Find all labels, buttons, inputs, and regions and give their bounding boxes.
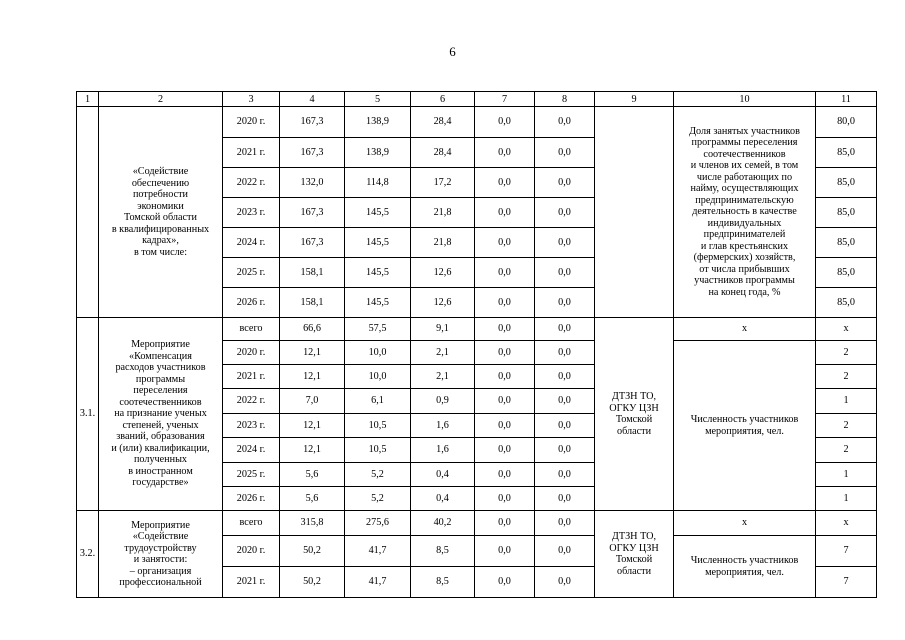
indicator-value: 80,0	[816, 107, 877, 138]
amount-cell: 0,0	[535, 567, 595, 598]
cell-line: «Компенсация	[129, 350, 192, 362]
indicator-value: 7	[816, 567, 877, 598]
indicator-value: 2	[816, 365, 877, 389]
amount-cell: 158,1	[280, 288, 345, 318]
indicator-total-cell: х	[674, 318, 816, 341]
cell-line: предпринимателей	[703, 229, 786, 241]
cell-line: Томской	[615, 554, 653, 565]
amount-cell: 0,0	[475, 341, 535, 365]
amount-cell: 1,6	[411, 438, 475, 463]
amount-cell: 0,0	[535, 414, 595, 438]
amount-cell: 138,9	[345, 138, 411, 168]
year-cell: 2024 г.	[223, 438, 280, 463]
amount-cell: 10,5	[345, 414, 411, 438]
indicator-value: 85,0	[816, 138, 877, 168]
amount-cell: 0,0	[535, 463, 595, 487]
cell-line: переселения	[133, 385, 188, 397]
year-cell: 2020 г.	[223, 536, 280, 567]
header-cell: 2	[99, 92, 223, 107]
cell-line: экономики	[137, 200, 184, 212]
header-cell: 6	[411, 92, 475, 107]
amount-cell: 12,1	[280, 414, 345, 438]
amount-cell: 0,0	[475, 414, 535, 438]
indicator-value: 2	[816, 438, 877, 463]
cell-line: Численность участников	[690, 555, 799, 566]
amount-cell: 0,0	[535, 288, 595, 318]
indicator-cell	[674, 107, 816, 318]
year-cell: 2023 г.	[223, 198, 280, 228]
year-cell: 2021 г.	[223, 567, 280, 598]
amount-cell: 167,3	[280, 228, 345, 258]
executor-cell	[595, 511, 674, 598]
header-cell: 3	[223, 92, 280, 107]
cell-line: (фермерских) хозяйств,	[693, 252, 796, 264]
amount-cell: 40,2	[411, 511, 475, 536]
cell-line: званий, образования	[116, 431, 205, 443]
cell-line: профессиональной	[119, 577, 202, 588]
indicator-value: 85,0	[816, 288, 877, 318]
cell-line: на признание ученых	[114, 408, 207, 420]
table-row	[77, 511, 877, 536]
header-cell: 7	[475, 92, 535, 107]
year-cell: 2023 г.	[223, 414, 280, 438]
amount-cell: 8,5	[411, 536, 475, 567]
amount-cell: 315,8	[280, 511, 345, 536]
amount-cell: 0,0	[535, 536, 595, 567]
amount-cell: 28,4	[411, 138, 475, 168]
amount-cell: 5,6	[280, 463, 345, 487]
amount-cell: 0,0	[535, 168, 595, 198]
indicator-total-cell: х	[674, 511, 816, 536]
indicator-value: 85,0	[816, 258, 877, 288]
year-cell: 2026 г.	[223, 487, 280, 511]
cell-line: ДТЗН ТО,	[611, 391, 657, 402]
indicator-value: 1	[816, 487, 877, 511]
year-cell: 2020 г.	[223, 107, 280, 138]
amount-cell: 0,0	[475, 318, 535, 341]
cell-line: ДТЗН ТО,	[611, 531, 657, 542]
indicator-value: 1	[816, 389, 877, 414]
cell-line: в квалифицированных	[111, 223, 210, 235]
amount-cell: 0,0	[475, 168, 535, 198]
amount-cell: 145,5	[345, 258, 411, 288]
year-cell: 2026 г.	[223, 288, 280, 318]
amount-cell: 167,3	[280, 198, 345, 228]
cell-line: кадрах»,	[142, 235, 179, 246]
amount-cell: 0,4	[411, 463, 475, 487]
year-cell: 2022 г.	[223, 168, 280, 198]
amount-cell: 0,0	[535, 389, 595, 414]
cell-line: найму, осуществляющих	[690, 183, 799, 195]
cell-line: государстве»	[132, 477, 189, 489]
cell-line: индивидуальных	[707, 217, 782, 229]
amount-cell: 0,0	[475, 389, 535, 414]
amount-cell: 0,0	[475, 438, 535, 463]
cell-line: ОГКУ ЦЗН	[609, 542, 659, 554]
amount-cell: 9,1	[411, 318, 475, 341]
amount-cell: 50,2	[280, 567, 345, 598]
amount-cell: 0,0	[475, 463, 535, 487]
amount-cell: 5,6	[280, 487, 345, 511]
amount-cell: 0,0	[535, 511, 595, 536]
cell-line: предпринимательскую	[695, 194, 794, 206]
amount-cell: 158,1	[280, 258, 345, 288]
amount-cell: 50,2	[280, 536, 345, 567]
cell-line: программы	[135, 373, 186, 385]
indicator-value: 85,0	[816, 198, 877, 228]
amount-cell: 41,7	[345, 536, 411, 567]
amount-cell: 41,7	[345, 567, 411, 598]
cell-line: участников программы	[694, 275, 795, 287]
amount-cell: 2,1	[411, 365, 475, 389]
cell-line: обеспечению	[131, 177, 190, 189]
header-row	[77, 92, 877, 107]
year-cell: 2022 г.	[223, 389, 280, 414]
header-cell: 5	[345, 92, 411, 107]
cell-line: на конец года, %	[708, 286, 781, 298]
cell-line: «Содействие	[132, 166, 189, 177]
amount-cell: 0,0	[475, 138, 535, 168]
year-cell: всего	[223, 318, 280, 341]
amount-cell: 132,0	[280, 168, 345, 198]
header-cell: 9	[595, 92, 674, 107]
cell-line: степеней, ученых	[122, 419, 199, 431]
amount-cell: 21,8	[411, 198, 475, 228]
amount-cell: 12,1	[280, 365, 345, 389]
amount-cell: 0,0	[535, 138, 595, 168]
cell-line: Мероприятие	[131, 339, 190, 351]
year-cell: 2021 г.	[223, 138, 280, 168]
cell-line: и занятости:	[133, 554, 188, 565]
amount-cell: 17,2	[411, 168, 475, 198]
cell-line: области	[616, 425, 652, 437]
amount-cell: 0,0	[475, 228, 535, 258]
executor-cell	[595, 107, 674, 318]
cell-line: программы переселения	[691, 137, 798, 149]
cell-line: мероприятия, чел.	[705, 425, 784, 437]
amount-cell: 0,4	[411, 487, 475, 511]
indicator-value: 1	[816, 463, 877, 487]
amount-cell: 10,0	[345, 365, 411, 389]
indicator-value: 7	[816, 536, 877, 567]
year-cell: 2025 г.	[223, 463, 280, 487]
cell-line: Мероприятие	[131, 519, 190, 531]
cell-line: расходов участников	[115, 362, 206, 374]
header-cell: 1	[77, 92, 99, 107]
cell-line: потребности	[132, 189, 188, 200]
amount-cell: 0,0	[475, 487, 535, 511]
indicator-value: 85,0	[816, 228, 877, 258]
page-number: 6	[449, 44, 456, 59]
cell-line: Томской области	[124, 212, 197, 223]
amount-cell: 12,6	[411, 258, 475, 288]
cell-line: в том числе:	[133, 246, 188, 258]
amount-cell: 0,9	[411, 389, 475, 414]
cell-line: от числа прибывших	[699, 263, 790, 275]
amount-cell: 12,1	[280, 438, 345, 463]
amount-cell: 145,5	[345, 198, 411, 228]
amount-cell: 12,6	[411, 288, 475, 318]
cell-line: и (или) квалификации,	[111, 442, 210, 454]
year-cell: 2024 г.	[223, 228, 280, 258]
cell-line: числе работающих по	[696, 171, 793, 183]
item-name	[99, 107, 223, 318]
indicator-value: 2	[816, 414, 877, 438]
cell-line: мероприятия, чел.	[705, 566, 784, 578]
item-number: 3.2.	[77, 511, 99, 598]
program-table	[76, 91, 877, 598]
amount-cell: 0,0	[535, 228, 595, 258]
indicator-value: х	[816, 318, 877, 341]
table-row	[77, 318, 877, 341]
item-number: 3.1.	[77, 318, 99, 511]
cell-line: и членов их семей, в том	[690, 160, 799, 172]
amount-cell: 12,1	[280, 341, 345, 365]
amount-cell: 0,0	[535, 107, 595, 138]
item-name	[99, 318, 223, 511]
amount-cell: 1,6	[411, 414, 475, 438]
header-cell: 8	[535, 92, 595, 107]
cell-line: – организация	[129, 565, 192, 577]
amount-cell: 0,0	[535, 198, 595, 228]
amount-cell: 138,9	[345, 107, 411, 138]
cell-line: деятельность в качестве	[692, 206, 797, 218]
amount-cell: 2,1	[411, 341, 475, 365]
amount-cell: 0,0	[475, 288, 535, 318]
cell-line: области	[616, 565, 652, 577]
amount-cell: 0,0	[535, 438, 595, 463]
cell-line: в иностранном	[128, 465, 193, 477]
year-cell: 2025 г.	[223, 258, 280, 288]
amount-cell: 10,5	[345, 438, 411, 463]
amount-cell: 0,0	[535, 487, 595, 511]
amount-cell: 0,0	[475, 536, 535, 567]
cell-line: трудоустройству	[124, 542, 197, 554]
cell-line: полученных	[133, 454, 188, 466]
amount-cell: 114,8	[345, 168, 411, 198]
table-row	[77, 107, 877, 138]
amount-cell: 66,6	[280, 318, 345, 341]
amount-cell: 0,0	[475, 511, 535, 536]
amount-cell: 10,0	[345, 341, 411, 365]
amount-cell: 5,2	[345, 463, 411, 487]
cell-line: ОГКУ ЦЗН	[609, 402, 659, 414]
amount-cell: 6,1	[345, 389, 411, 414]
cell-line: Численность участников	[690, 414, 799, 425]
indicator-cell	[674, 536, 816, 598]
amount-cell: 57,5	[345, 318, 411, 341]
indicator-cell	[674, 341, 816, 511]
amount-cell: 0,0	[535, 365, 595, 389]
amount-cell: 5,2	[345, 487, 411, 511]
amount-cell: 0,0	[475, 107, 535, 138]
year-cell: 2021 г.	[223, 365, 280, 389]
item-name	[99, 511, 223, 598]
amount-cell: 21,8	[411, 228, 475, 258]
item-number	[77, 107, 99, 318]
cell-line: соотечественников	[703, 148, 786, 160]
cell-line: Томской	[615, 414, 653, 425]
indicator-value: 85,0	[816, 168, 877, 198]
amount-cell: 7,0	[280, 389, 345, 414]
amount-cell: 0,0	[535, 318, 595, 341]
amount-cell: 167,3	[280, 138, 345, 168]
amount-cell: 0,0	[535, 258, 595, 288]
header-cell: 4	[280, 92, 345, 107]
cell-line: соотечественников	[119, 396, 202, 408]
amount-cell: 0,0	[475, 365, 535, 389]
amount-cell: 0,0	[475, 258, 535, 288]
amount-cell: 145,5	[345, 288, 411, 318]
indicator-value: 2	[816, 341, 877, 365]
amount-cell: 0,0	[475, 567, 535, 598]
amount-cell: 0,0	[475, 198, 535, 228]
cell-line: и глав крестьянских	[700, 240, 789, 252]
cell-line: «Содействие	[132, 531, 189, 542]
amount-cell: 28,4	[411, 107, 475, 138]
amount-cell: 275,6	[345, 511, 411, 536]
amount-cell: 8,5	[411, 567, 475, 598]
amount-cell: 0,0	[535, 341, 595, 365]
header-cell: 11	[816, 92, 877, 107]
header-cell: 10	[674, 92, 816, 107]
year-cell: 2020 г.	[223, 341, 280, 365]
cell-line: Доля занятых участников	[689, 125, 800, 137]
amount-cell: 167,3	[280, 107, 345, 138]
executor-cell	[595, 318, 674, 511]
amount-cell: 145,5	[345, 228, 411, 258]
indicator-value: х	[816, 511, 877, 536]
year-cell: всего	[223, 511, 280, 536]
